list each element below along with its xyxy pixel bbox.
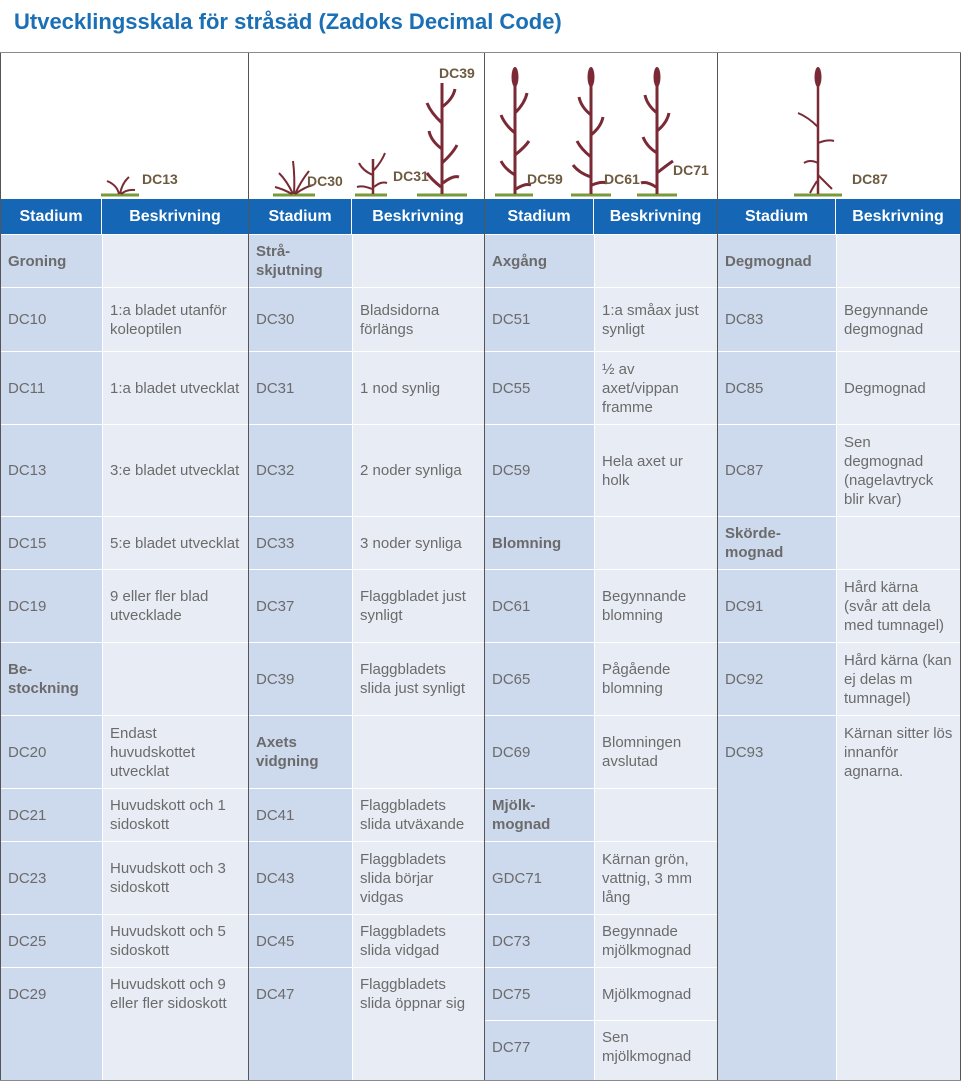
beskrivning-cell: Sen mjölkmognad [594,1021,717,1073]
beskrivning-cell: 1:a bladet utvecklat [102,352,248,424]
stadium-cell: DC33 [249,517,352,569]
table-row [1,287,248,351]
empty-filler-row [249,1020,484,1080]
plant-illustration-dc87 [718,53,960,199]
zadoks-table [0,52,961,1081]
table-header [485,199,717,234]
dc-label: DC30 [307,173,343,189]
stadium-cell: DC11 [1,352,102,424]
beskrivning-cell [352,716,484,788]
table-row [1,841,248,914]
section-title: Blomning [485,517,594,569]
seedling-icon [1,53,249,199]
table-row [249,287,484,351]
beskrivning-cell: Hård kärna (kan ej delas m tumnagel) [836,643,960,715]
filler-stadium [249,1020,352,1080]
dc-label: DC61 [604,171,640,187]
table-column-straskjutning [248,53,484,1080]
section-title: Degmognad [718,235,836,287]
section-row [485,788,717,841]
beskrivning-cell: Endast huvudskottet utvecklat [102,716,248,788]
table-row [1,788,248,841]
filler-beskrivning [352,1020,484,1080]
table-row [718,424,960,516]
section-title: Axets vidgning [249,716,352,788]
filler-stadium [718,788,836,1080]
dc-label: DC87 [852,171,888,187]
beskrivning-cell [594,517,717,569]
empty-filler-row [485,1073,717,1080]
empty-filler-row [1,1020,248,1080]
section-title: Skörde-mognad [718,517,836,569]
stadium-cell: DC21 [1,789,102,841]
stadium-cell: DC87 [718,425,836,516]
filler-beskrivning [102,1020,248,1080]
stadium-cell: DC23 [1,842,102,914]
table-row [485,715,717,788]
table-column-degmognad [717,53,961,1080]
table-header [718,199,960,234]
beskrivning-cell: Flaggbladet just synligt [352,570,484,642]
stadium-cell: DC55 [485,352,594,424]
stadium-cell: DC59 [485,425,594,516]
section-title: Be-stockning [1,643,102,715]
stadium-cell: DC32 [249,425,352,516]
beskrivning-cell: Bladsidorna förlängs [352,288,484,351]
beskrivning-cell: Sen degmognad (nagelavtryck blir kvar) [836,425,960,516]
stadium-cell: DC75 [485,968,594,1020]
table-row [1,424,248,516]
beskrivning-cell [836,517,960,569]
section-row [1,234,248,287]
dc-label: DC31 [393,168,429,184]
header-beskrivning: Beskrivning [129,207,221,225]
beskrivning-cell: Huvudskott och 3 sidoskott [102,842,248,914]
stadium-cell: DC13 [1,425,102,516]
stadium-cell: DC30 [249,288,352,351]
beskrivning-cell: Flaggbladets slida just synligt [352,643,484,715]
beskrivning-cell: Kärnan sitter lös innanför agnarna. [836,716,960,788]
beskrivning-cell: Hela axet ur holk [594,425,717,516]
stadium-cell: DC85 [718,352,836,424]
empty-filler-row [718,788,960,1080]
dc-label: DC39 [439,65,475,81]
table-row [718,287,960,351]
table-header [1,199,248,234]
page-title: Utvecklingsskala för stråsäd (Zadoks Decimal Code) [14,9,562,34]
table-header [249,199,484,234]
stadium-cell: DC83 [718,288,836,351]
table-row [249,788,484,841]
beskrivning-cell: Begynnade mjölkmognad [594,915,717,967]
table-row [249,967,484,1020]
table-row [485,424,717,516]
beskrivning-cell: Huvudskott och 9 eller fler sidoskott [102,968,248,1020]
table-row [485,642,717,715]
stadium-cell: DC41 [249,789,352,841]
beskrivning-cell [102,643,248,715]
plant-illustration-dc59-dc71 [485,53,717,199]
stadium-cell: DC19 [1,570,102,642]
table-row [249,914,484,967]
filler-stadium [485,1073,594,1080]
beskrivning-cell: Flaggbladets slida öppnar sig [352,968,484,1020]
stadium-cell: DC47 [249,968,352,1020]
beskrivning-cell: Pågående blomning [594,643,717,715]
table-column-axgang [484,53,717,1080]
beskrivning-cell [102,235,248,287]
header-stadium: Stadium [485,199,594,234]
stadium-cell: DC25 [1,915,102,967]
stadium-cell: DC73 [485,915,594,967]
section-row [1,642,248,715]
plant-illustration-dc13 [1,53,248,199]
beskrivning-cell: 9 eller fler blad utvecklade [102,570,248,642]
stadium-cell: DC39 [249,643,352,715]
table-row [485,351,717,424]
stadium-cell: DC29 [1,968,102,1020]
beskrivning-cell [594,235,717,287]
beskrivning-cell: Huvudskott och 5 sidoskott [102,915,248,967]
table-row [249,351,484,424]
beskrivning-cell: Flaggbladets slida börjar vidgas [352,842,484,914]
stadium-cell: DC77 [485,1021,594,1073]
beskrivning-cell: 3:e bladet utvecklat [102,425,248,516]
section-row [718,234,960,287]
table-row [485,967,717,1020]
plant-illustration-dc30-dc39 [249,53,484,199]
header-beskrivning: Beskrivning [609,207,702,225]
table-row [718,642,960,715]
stadium-cell: DC15 [1,517,102,569]
beskrivning-cell: 1:a småax just synligt [594,288,717,351]
table-row [249,516,484,569]
header-beskrivning: Beskrivning [372,207,464,225]
table-row [718,351,960,424]
table-row [249,424,484,516]
table-row [485,287,717,351]
table-row [718,569,960,642]
table-row [1,914,248,967]
beskrivning-cell: Degmognad [836,352,960,424]
beskrivning-cell: Hård kärna (svår att dela med tumnagel) [836,570,960,642]
table-row [1,715,248,788]
table-row [249,642,484,715]
stadium-cell: DC91 [718,570,836,642]
table-row [485,914,717,967]
stadium-cell: DC45 [249,915,352,967]
beskrivning-cell: Begynnande blomning [594,570,717,642]
table-row [249,569,484,642]
filler-beskrivning [836,788,960,1080]
filler-beskrivning [594,1073,717,1080]
stadium-cell: DC20 [1,716,102,788]
section-row [249,715,484,788]
beskrivning-cell: 1:a bladet utanför koleoptilen [102,288,248,351]
header-stadium: Stadium [249,199,352,234]
header-beskrivning: Beskrivning [852,207,944,225]
beskrivning-cell: 5:e bladet utvecklat [102,517,248,569]
table-row [1,967,248,1020]
stadium-cell: DC37 [249,570,352,642]
beskrivning-cell: 2 noder synliga [352,425,484,516]
beskrivning-cell: Kärnan grön, vattnig, 3 mm lång [594,842,717,914]
table-row [485,569,717,642]
ripe-plant-icon [718,53,961,199]
table-row [249,841,484,914]
table-column-groning [0,53,248,1080]
section-row [249,234,484,287]
stadium-cell: DC43 [249,842,352,914]
beskrivning-cell [594,789,717,841]
beskrivning-cell [836,235,960,287]
filler-stadium [1,1020,102,1080]
stadium-cell: DC31 [249,352,352,424]
stadium-cell: DC93 [718,716,836,788]
stadium-cell: DC51 [485,288,594,351]
table-row [1,351,248,424]
section-row [485,234,717,287]
dc-label: DC71 [673,162,709,178]
stadium-cell: DC10 [1,288,102,351]
section-title: Mjölk-mognad [485,789,594,841]
stadium-cell: GDC71 [485,842,594,914]
beskrivning-cell: Huvudskott och 1 sidoskott [102,789,248,841]
table-row [485,1020,717,1073]
dc-label: DC13 [142,171,178,187]
table-row [1,516,248,569]
table-row [718,715,960,788]
beskrivning-cell: Flaggbladets slida utväxande [352,789,484,841]
stadium-cell: DC69 [485,716,594,788]
stadium-cell: DC92 [718,643,836,715]
table-row [485,841,717,914]
beskrivning-cell: Mjölkmognad [594,968,717,1020]
beskrivning-cell: Flaggbladets slida vidgad [352,915,484,967]
beskrivning-cell: 3 noder synliga [352,517,484,569]
section-row [718,516,960,569]
beskrivning-cell [352,235,484,287]
section-row [485,516,717,569]
stadium-cell: DC65 [485,643,594,715]
beskrivning-cell: Begynnande degmognad [836,288,960,351]
stadium-cell: DC61 [485,570,594,642]
beskrivning-cell: 1 nod synlig [352,352,484,424]
beskrivning-cell: Blomningen avslutad [594,716,717,788]
section-title: Groning [1,235,102,287]
section-title: Axgång [485,235,594,287]
header-stadium: Stadium [718,199,836,234]
dc-label: DC59 [527,171,563,187]
table-row [1,569,248,642]
section-title: Strå-skjutning [249,235,352,287]
header-stadium: Stadium [1,199,102,234]
beskrivning-cell: ½ av axet/vippan framme [594,352,717,424]
